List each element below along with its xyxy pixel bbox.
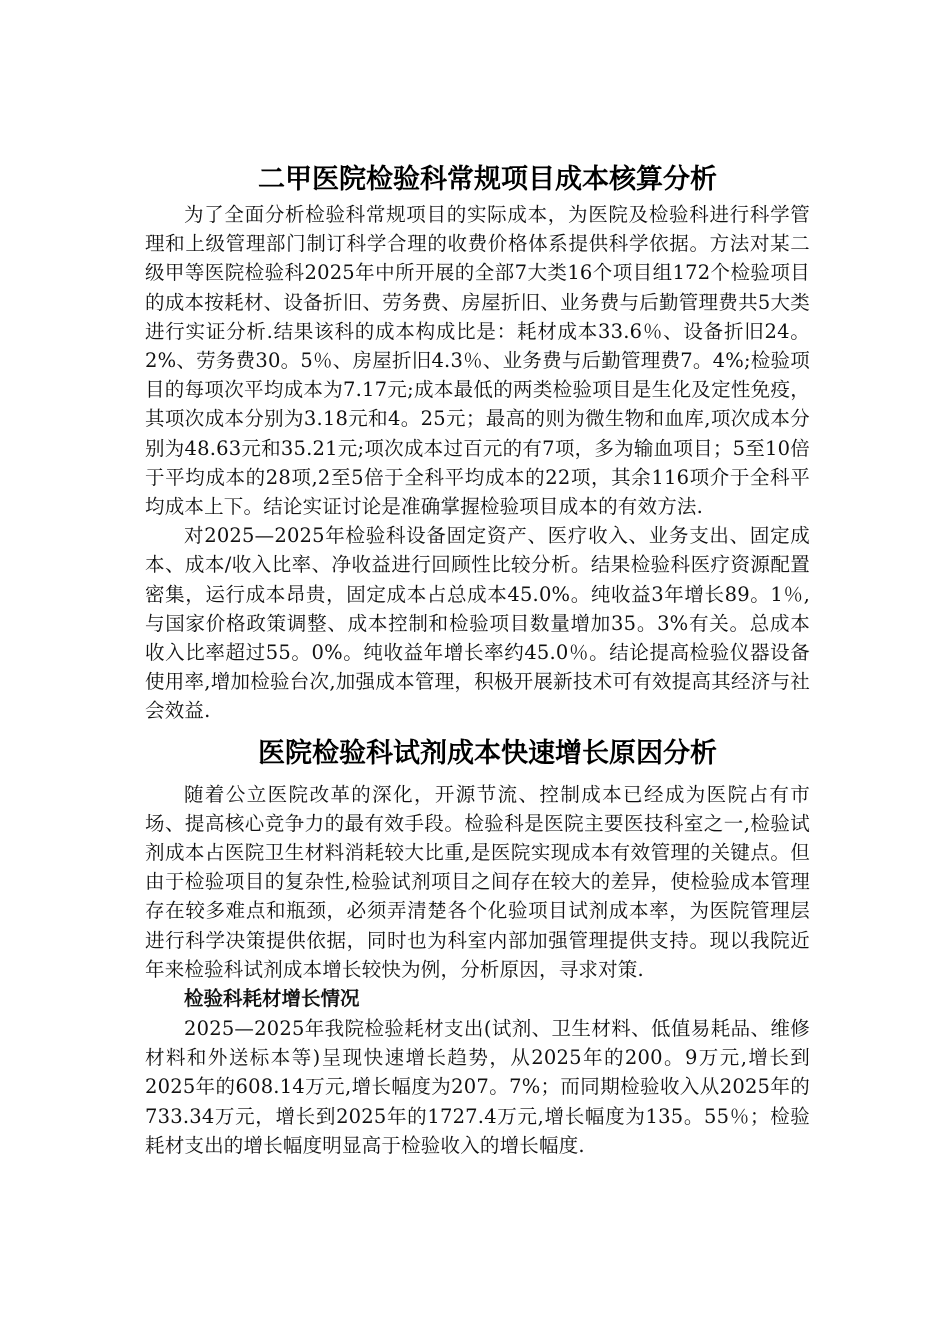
article2-subheading: 检验科耗材增长情况 xyxy=(184,987,360,1011)
article1-title: 二甲医院检验科常规项目成本核算分析 xyxy=(258,164,717,195)
article2-sub-paragraph: 2025—2025年我院检验耗材支出(试剂、卫生材料、低值易耗品、维修材料和外送标本等)呈现快速增长趋势，从2025年的200。9万元,增长到2025年的608.14万元,增长幅度为207。7%；而同期检验收入从2025年的733.34万元，增长到2025年的1727.4万元,增长幅度为135。55％；检验耗材支出的增长幅度明显高于检验收入的增长幅度. xyxy=(145,1017,810,1157)
article1-paragraph: 对2025—2025年检验科设备固定资产、医疗收入、业务支出、固定成本、成本/收入比率、净收益进行回顾性比较分析。结果检验科医疗资源配置密集，运行成本昂贵，固定成本占总成本45.0%。纯收益3年增长89。1％,与国家价格政策调整、成本控制和检验项目数量增加35。3%有关。总成本收入比率超过55。0%。纯收益年增长率约45.0％。结论提高检验仪器设备使用率,增加检验台次,加强成本管理，积极开展新技术可有效提高其经济与社会效益. xyxy=(145,524,810,723)
article2-title: 医院检验科试剂成本快速增长原因分析 xyxy=(258,737,717,769)
article1-paragraph: 为了全面分析检验科常规项目的实际成本，为医院及检验科进行科学管理和上级管理部门制订科学合理的收费价格体系提供科学依据。方法对某二级甲等医院检验科2025年中所开展的全部7大类16个项目组172个检验项目的成本按耗材、设备折旧、劳务费、房屋折旧、业务费与后勤管理费共5大类进行实证分析.结果该科的成本构成比是：耗材成本33.6％、设备折旧24。2%、劳务费30。5％、房屋折旧4.3％、业务费与后勤管理费7。4%;检验项目的每项次平均成本为7.17元;成本最低的两类检验项目是生化及定性免疫，其项次成本分别为3.18元和4。25元；最高的则为微生物和血库,项次成本分别为48.63元和35.21元;项次成本过百元的有7项，多为输血项目；5至10倍于平均成本的28项,2至5倍于全科平均成本的22项，其余116项介于全科平均成本上下。结论实证讨论是准确掌握检验项目成本的有效方法. xyxy=(145,203,810,519)
article2-paragraph: 随着公立医院改革的深化，开源节流、控制成本已经成为医院占有市场、提高核心竞争力的最有效手段。检验科是医院主要医技科室之一,检验试剂成本占医院卫生材料消耗较大比重,是医院实现成本有效管理的关键点。但由于检验项目的复杂性,检验试剂项目之间存在较大的差异，使检验成本管理存在较多难点和瓶颈，必须弄清楚各个化验项目试剂成本率，为医院管理层进行科学决策提供依据，同时也为科室内部加强管理提供支持。现以我院近年来检验科试剂成本增长较快为例，分析原因，寻求对策. xyxy=(145,782,810,981)
document-page xyxy=(145,158,810,1160)
